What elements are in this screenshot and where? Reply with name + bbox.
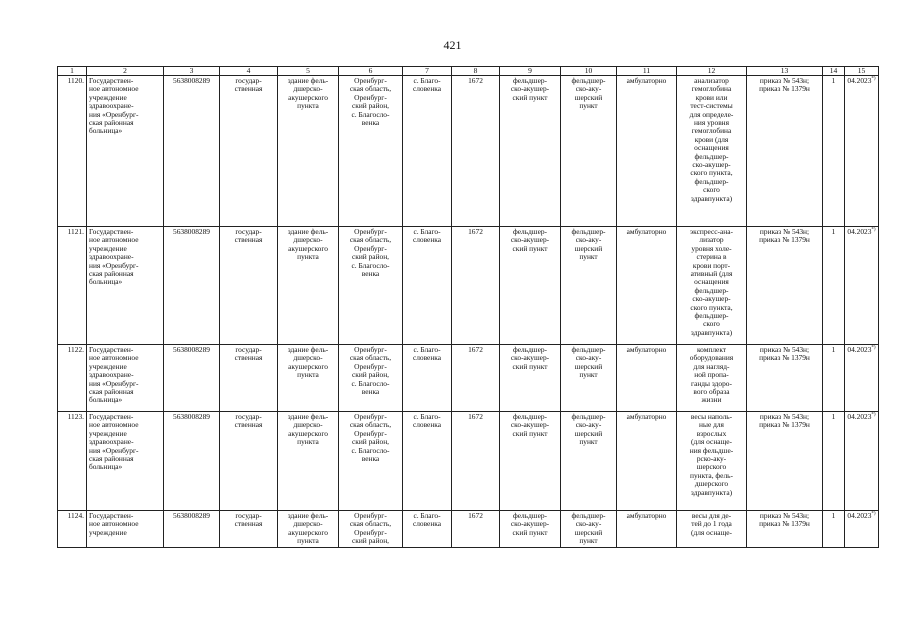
- locality-cell-text: с. Благо- словенка: [412, 227, 442, 245]
- oktmo-cell: [452, 76, 500, 227]
- row-number-text: 1124.: [67, 511, 84, 520]
- equipment-cell: [677, 76, 747, 227]
- locality-cell: [403, 511, 452, 548]
- equipment-cell: [677, 412, 747, 511]
- unit-cell-text: фельдшер- ско-акушер- ский пункт: [510, 511, 550, 537]
- building-cell: [278, 76, 339, 227]
- row-number: [58, 511, 87, 548]
- care-form-cell: [617, 412, 677, 511]
- address-cell: [339, 227, 403, 345]
- inn-cell-text: 5638008289: [173, 511, 210, 520]
- table-row: [58, 345, 879, 412]
- row-number: [58, 227, 87, 345]
- institution-cell-text: Государствен- ное автономное учреждение здравоохране- ния «Оренбург- ская районная больница»: [89, 227, 139, 287]
- unit-type-cell-text: фельдшер- ско-аку- шерский пункт: [571, 227, 606, 262]
- building-cell: [278, 227, 339, 345]
- column-header: 10: [561, 67, 617, 76]
- building-cell: [278, 511, 339, 548]
- building-cell-text: здание фель- дшерско- акушерского пункта: [287, 511, 329, 546]
- ownership-cell-text: государ- ственная: [234, 345, 263, 363]
- ownership-cell-text: государ- ственная: [234, 412, 263, 430]
- building-cell: [278, 345, 339, 412]
- equipment-cell-text: комплект оборудования для нагляд- ной пропа- ганды здоро- вого образа жизни: [689, 345, 734, 405]
- care-form-cell: [617, 76, 677, 227]
- column-header: 4: [220, 67, 278, 76]
- institution-cell: [87, 76, 164, 227]
- column-header: 9: [500, 67, 561, 76]
- oktmo-cell: [452, 511, 500, 548]
- row-number: [58, 76, 87, 227]
- footnote-mark: *): [871, 76, 876, 82]
- register-table: [57, 66, 879, 548]
- quantity-cell-text: 1: [831, 511, 836, 520]
- quantity-cell: [823, 511, 845, 548]
- order-cell-text: приказ № 543н; приказ № 1379н: [759, 511, 810, 529]
- column-header: 14: [823, 67, 845, 76]
- locality-cell: [403, 345, 452, 412]
- institution-cell: [87, 412, 164, 511]
- care-form-cell-text: амбулаторно: [626, 412, 667, 421]
- quantity-cell-text: 1: [831, 412, 836, 421]
- ownership-cell: [220, 345, 278, 412]
- unit-cell-text: фельдшер- ско-акушер- ский пункт: [510, 345, 550, 371]
- locality-cell-text: с. Благо- словенка: [412, 412, 442, 430]
- equipment-cell: [677, 511, 747, 548]
- quantity-cell-text: 1: [831, 227, 836, 236]
- building-cell-text: здание фель- дшерско- акушерского пункта: [287, 412, 329, 447]
- header-row: [58, 67, 879, 76]
- date-cell: [845, 227, 879, 345]
- address-cell: [339, 511, 403, 548]
- date-text: 04.2023: [847, 345, 872, 354]
- inn-cell-text: 5638008289: [173, 76, 210, 85]
- unit-type-cell-text: фельдшер- ско-аку- шерский пункт: [571, 76, 606, 111]
- order-cell: [747, 412, 823, 511]
- table-row: [58, 227, 879, 345]
- inn-cell: [164, 227, 220, 345]
- unit-type-cell: [561, 511, 617, 548]
- care-form-cell: [617, 345, 677, 412]
- address-cell: [339, 345, 403, 412]
- column-header: 15: [845, 67, 879, 76]
- oktmo-cell-text: 1672: [468, 511, 483, 520]
- date-cell: [845, 345, 879, 412]
- ownership-cell: [220, 412, 278, 511]
- column-header: 1: [58, 67, 87, 76]
- column-header: 2: [87, 67, 164, 76]
- unit-cell-text: фельдшер- ско-акушер- ский пункт: [510, 412, 550, 438]
- column-header: 11: [617, 67, 677, 76]
- row-number: [58, 412, 87, 511]
- order-cell: [747, 345, 823, 412]
- institution-cell-text: Государствен- ное автономное учреждение здравоохране- ния «Оренбург- ская районная больница»: [89, 345, 139, 405]
- date-text: 04.2023: [847, 227, 872, 236]
- row-number-text: 1123.: [67, 412, 84, 421]
- date-cell: [845, 76, 879, 227]
- table-row: [58, 412, 879, 511]
- quantity-cell: [823, 76, 845, 227]
- ownership-cell-text: государ- ственная: [234, 227, 263, 245]
- column-header: 8: [452, 67, 500, 76]
- order-cell: [747, 511, 823, 548]
- column-header: 5: [278, 67, 339, 76]
- order-cell-text: приказ № 543н; приказ № 1379н: [759, 412, 810, 430]
- quantity-cell-text: 1: [831, 345, 836, 354]
- inn-cell-text: 5638008289: [173, 345, 210, 354]
- quantity-cell-text: 1: [831, 76, 836, 85]
- quantity-cell: [823, 227, 845, 345]
- date-text: 04.2023: [847, 412, 872, 421]
- table-row: [58, 76, 879, 227]
- address-cell-text: Оренбург- ская область, Оренбург- ский район, с. Благосло- венка: [349, 345, 392, 397]
- equipment-cell-text: анализатор гемоглобина крови или тест-системы для определе- ния уровня гемоглобина крови (для оснащения фельдшер- ско-акушер- ского пункта, фельдшер- ского здравпункта): [689, 76, 734, 203]
- ownership-cell: [220, 511, 278, 548]
- oktmo-cell: [452, 412, 500, 511]
- unit-cell: [500, 412, 561, 511]
- footnote-mark: *): [871, 412, 876, 418]
- institution-cell: [87, 345, 164, 412]
- table-row: [58, 511, 879, 548]
- care-form-cell-text: амбулаторно: [626, 227, 667, 236]
- column-header: 13: [747, 67, 823, 76]
- page-number: 421: [443, 38, 462, 52]
- row-number-text: 1121.: [67, 227, 84, 236]
- care-form-cell: [617, 227, 677, 345]
- ownership-cell: [220, 227, 278, 345]
- address-cell: [339, 412, 403, 511]
- locality-cell: [403, 412, 452, 511]
- date-cell: [845, 412, 879, 511]
- date-cell: [845, 511, 879, 548]
- inn-cell: [164, 412, 220, 511]
- building-cell-text: здание фель- дшерско- акушерского пункта: [287, 227, 329, 262]
- ownership-cell-text: государ- ственная: [234, 76, 263, 94]
- quantity-cell: [823, 345, 845, 412]
- oktmo-cell-text: 1672: [468, 76, 483, 85]
- equipment-cell: [677, 345, 747, 412]
- row-number-text: 1122.: [67, 345, 84, 354]
- building-cell-text: здание фель- дшерско- акушерского пункта: [287, 345, 329, 380]
- institution-cell: [87, 511, 164, 548]
- address-cell-text: Оренбург- ская область, Оренбург- ский район, с. Благосло- венка: [349, 227, 392, 279]
- oktmo-cell: [452, 345, 500, 412]
- locality-cell: [403, 76, 452, 227]
- unit-type-cell: [561, 227, 617, 345]
- date-text: 04.2023: [847, 76, 872, 85]
- column-header: 3: [164, 67, 220, 76]
- care-form-cell-text: амбулаторно: [626, 511, 667, 520]
- oktmo-cell-text: 1672: [468, 227, 483, 236]
- oktmo-cell-text: 1672: [468, 345, 483, 354]
- footnote-mark: *): [871, 345, 876, 351]
- inn-cell-text: 5638008289: [173, 412, 210, 421]
- unit-cell: [500, 76, 561, 227]
- locality-cell-text: с. Благо- словенка: [412, 76, 442, 94]
- address-cell-text: Оренбург- ская область, Оренбург- ский район,: [349, 511, 392, 546]
- column-header: 12: [677, 67, 747, 76]
- equipment-cell-text: весы наполь- ные для взрослых (для оснаще- ния фельдше- рско-аку- шерского пункта, фель- дшерского здравпункта): [689, 412, 734, 497]
- row-number: [58, 345, 87, 412]
- unit-type-cell: [561, 345, 617, 412]
- institution-cell-text: Государствен- ное автономное учреждение: [89, 511, 139, 537]
- oktmo-cell: [452, 227, 500, 345]
- care-form-cell-text: амбулаторно: [626, 345, 667, 354]
- inn-cell: [164, 76, 220, 227]
- locality-cell-text: с. Благо- словенка: [412, 345, 442, 363]
- order-cell-text: приказ № 543н; приказ № 1379н: [759, 345, 810, 363]
- locality-cell-text: с. Благо- словенка: [412, 511, 442, 529]
- column-header: 7: [403, 67, 452, 76]
- unit-type-cell-text: фельдшер- ско-аку- шерский пункт: [571, 511, 606, 546]
- unit-type-cell-text: фельдшер- ско-аку- шерский пункт: [571, 412, 606, 447]
- care-form-cell-text: амбулаторно: [626, 76, 667, 85]
- unit-type-cell-text: фельдшер- ско-аку- шерский пункт: [571, 345, 606, 380]
- order-cell: [747, 227, 823, 345]
- oktmo-cell-text: 1672: [468, 412, 483, 421]
- unit-cell: [500, 511, 561, 548]
- row-number-text: 1120.: [67, 76, 84, 85]
- equipment-cell-text: весы для де- тей до 1 года (для оснаще-: [691, 511, 732, 537]
- unit-cell: [500, 227, 561, 345]
- order-cell: [747, 76, 823, 227]
- address-cell-text: Оренбург- ская область, Оренбург- ский район, с. Благосло- венка: [349, 76, 392, 128]
- equipment-cell: [677, 227, 747, 345]
- quantity-cell: [823, 412, 845, 511]
- institution-cell: [87, 227, 164, 345]
- address-cell-text: Оренбург- ская область, Оренбург- ский район, с. Благосло- венка: [349, 412, 392, 464]
- unit-type-cell: [561, 76, 617, 227]
- date-text: 04.2023: [847, 511, 872, 520]
- unit-cell: [500, 345, 561, 412]
- building-cell-text: здание фель- дшерско- акушерского пункта: [287, 76, 329, 111]
- footnote-mark: *): [871, 511, 876, 517]
- footnote-mark: *): [871, 227, 876, 233]
- ownership-cell: [220, 76, 278, 227]
- inn-cell: [164, 511, 220, 548]
- inn-cell-text: 5638008289: [173, 227, 210, 236]
- address-cell: [339, 76, 403, 227]
- ownership-cell-text: государ- ственная: [234, 511, 263, 529]
- order-cell-text: приказ № 543н; приказ № 1379н: [759, 227, 810, 245]
- unit-type-cell: [561, 412, 617, 511]
- institution-cell-text: Государствен- ное автономное учреждение здравоохране- ния «Оренбург- ская районная больница»: [89, 76, 139, 136]
- inn-cell: [164, 345, 220, 412]
- unit-cell-text: фельдшер- ско-акушер- ский пункт: [510, 76, 550, 102]
- order-cell-text: приказ № 543н; приказ № 1379н: [759, 76, 810, 94]
- equipment-cell-text: экспресс-ана- лизатор уровня холе- стерина в крови порт- ативный (для оснащения фельдшер- ско-акушер- ского пункта, фельдшер- ского здравпункта): [690, 227, 733, 337]
- unit-cell-text: фельдшер- ско-акушер- ский пункт: [510, 227, 550, 253]
- institution-cell-text: Государствен- ное автономное учреждение здравоохране- ния «Оренбург- ская районная больница»: [89, 412, 139, 472]
- column-header: 6: [339, 67, 403, 76]
- locality-cell: [403, 227, 452, 345]
- care-form-cell: [617, 511, 677, 548]
- building-cell: [278, 412, 339, 511]
